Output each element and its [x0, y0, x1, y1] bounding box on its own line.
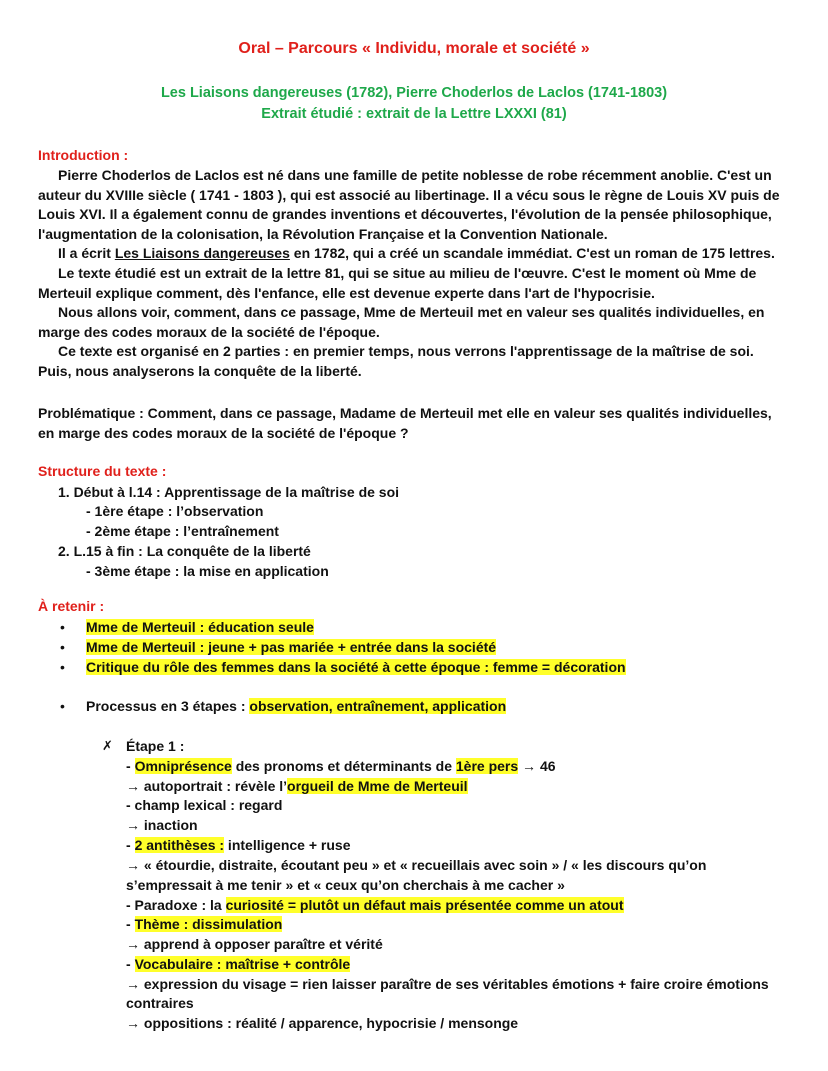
etape-line-2-hl: orgueil de Mme de Merteuil — [287, 778, 468, 794]
etape-line-1-end: → 46 — [518, 758, 556, 774]
intro-heading: Introduction : — [38, 147, 129, 163]
retenir-item-3-text: Critique du rôle des femmes dans la société à cette époque : femme = décoration — [86, 659, 626, 675]
etape-line-3: - champ lexical : regard — [126, 797, 283, 813]
etape-line-9-hl: Thème : dissimulation — [134, 916, 283, 932]
etape-line-10: → apprend à opposer paraître et vérité — [126, 936, 383, 952]
intro-p1: Pierre Choderlos de Laclos est né dans une famille de petite noblesse de robe récemment anoblie. C'est un auteur du XVIIIe siècle ( 1741 - 1803 ), qui est associé au libertinage. Il a vécu sous le règne de Louis XV puis de Louis XVI. Il a également connu de grandes inventions et découvertes, l'évolution de la pensée philosophique, l'augmentation de la colonisation, la Révolution Française et la Convention Nationale. — [38, 167, 780, 242]
intro-p3: Le texte étudié est un extrait de la lettre 81, qui se situe au milieu de l'œuvre. C'est le moment où Mme de Merteuil explique comment, dès l'enfance, elle est devenue experte dans l'art de l'hypocrisie. — [38, 264, 757, 301]
retenir-item-4-highlight: observation, entraînement, application — [249, 698, 507, 714]
subtitle-extract: Extrait étudié : extrait de la Lettre LXXXI (81) — [261, 106, 567, 122]
structure-step-2: - 2ème étape : l’entraînement — [86, 523, 279, 539]
etape-line-2-text: → autoportrait : révèle l’ — [126, 778, 288, 794]
intro-p4: Nous allons voir, comment, dans ce passage, Mme de Merteuil met en valeur ses qualités individuelles, en marge des codes moraux de la société de l'époque. — [38, 304, 765, 340]
etape-line-5 — [126, 837, 350, 853]
etape-line-11 — [126, 956, 350, 972]
retenir-item-4-label: Processus en 3 étapes : — [86, 698, 250, 714]
retenir-item-1-text: Mme de Merteuil : éducation seule — [86, 619, 314, 635]
retenir-item-3 — [86, 659, 626, 675]
retenir-item-4 — [86, 698, 506, 714]
structure-part-1: 1. Début à l.14 : Apprentissage de la maîtrise de soi — [58, 484, 400, 500]
etape-line-1 — [126, 758, 556, 774]
etape-line-1-dash: - — [126, 758, 135, 774]
etape-line-7: s’empressait à me tenir » et « ceux qu’on cherchais à me cacher » — [126, 877, 565, 893]
cross-mark-icon: ✗ — [102, 738, 113, 753]
etape-line-2 — [126, 778, 468, 794]
subtitle-work: Les Liaisons dangereuses (1782), Pierre Choderlos de Laclos (1741-1803) — [160, 85, 668, 101]
structure-part-2: 2. L.15 à fin : La conquête de la liberté — [58, 543, 311, 559]
etape-line-14: → oppositions : réalité / apparence, hypocrisie / mensonge — [126, 1015, 519, 1031]
bullet-2-marker: • — [60, 639, 65, 655]
structure-step-3: - 3ème étape : la mise en application — [86, 563, 329, 579]
structure-heading: Structure du texte : — [38, 463, 167, 479]
intro-body — [38, 166, 790, 382]
intro-p2-rest: en 1782, qui a créé un scandale immédiat. C'est un roman de 175 lettres. — [289, 245, 775, 262]
etape-line-4: → inaction — [126, 817, 198, 833]
intro-p5: Ce texte est organisé en 2 parties : en premier temps, nous verrons l'apprentissage de la maîtrise de soi. Puis, nous analyserons la conquête de la liberté. — [38, 343, 754, 379]
etape-line-1-mid: des pronoms et déterminants de — [231, 758, 456, 774]
intro-p2 — [38, 244, 790, 264]
retenir-heading: À retenir : — [38, 598, 105, 614]
etape-line-5-hl: 2 antithèses : — [134, 837, 225, 853]
structure-step-1: - 1ère étape : l’observation — [86, 503, 264, 519]
retenir-item-2 — [86, 639, 496, 655]
etape-heading: Étape 1 : — [126, 738, 185, 754]
retenir-item-1 — [86, 619, 314, 635]
etape-line-11-dash: - — [126, 956, 135, 972]
etape-line-1-hl-b: 1ère pers — [455, 758, 519, 774]
etape-line-11-hl: Vocabulaire : maîtrise + contrôle — [134, 956, 351, 972]
problematique: Problématique : Comment, dans ce passage, Madame de Merteuil met elle en valeur ses qualités individuelles, en marge des codes moraux de la société de l'époque ? — [38, 405, 772, 441]
etape-line-5-dash: - — [126, 837, 135, 853]
etape-line-13: contraires — [126, 995, 194, 1011]
intro-p2-text: Il a écrit — [58, 245, 115, 262]
etape-line-8 — [126, 897, 624, 913]
etape-line-1-hl-a: Omniprésence — [134, 758, 232, 774]
etape-line-12: → expression du visage = rien laisser paraître de ses véritables émotions + faire croire émotions — [126, 976, 769, 992]
etape-line-8-hl: curiosité = plutôt un défaut mais présentée comme un atout — [225, 897, 624, 913]
etape-line-6: → « étourdie, distraite, écoutant peu » et « recueillais avec soin » / « les discours qu’on — [126, 857, 707, 873]
bullet-1-marker: • — [60, 619, 65, 635]
bullet-4-marker: • — [60, 698, 65, 714]
book-title: Les Liaisons dangereuses — [114, 245, 290, 262]
etape-line-5-rest: intelligence + ruse — [224, 837, 351, 853]
page-title: Oral – Parcours « Individu, morale et société » — [238, 40, 590, 57]
retenir-item-2-text: Mme de Merteuil : jeune + pas mariée + entrée dans la société — [86, 639, 497, 655]
bullet-3-marker: • — [60, 659, 65, 675]
etape-line-9-dash: - — [126, 916, 135, 932]
etape-line-9 — [126, 916, 282, 932]
etape-line-8-text: - Paradoxe : la — [126, 897, 226, 913]
